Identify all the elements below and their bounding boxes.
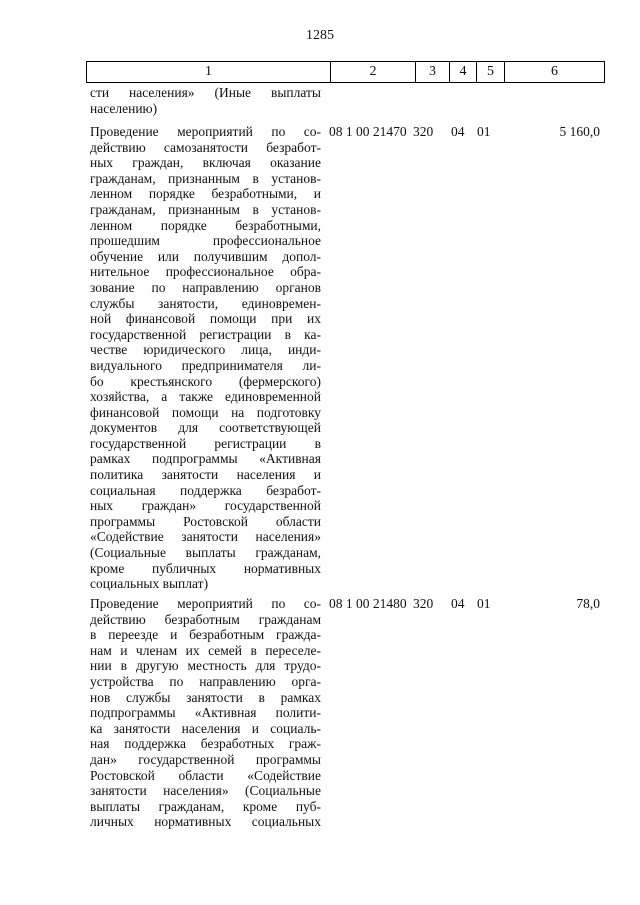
row-description [90,124,321,592]
description-line: в переезде и безработным гражда- [90,627,321,643]
description-line: социальных выплат) [90,576,209,592]
description-line: Проведение мероприятий по со- [90,596,321,611]
target-code: 08 1 00 21480 [329,596,407,611]
description-line: обучение или получившим допол- [90,248,321,264]
description-line: бо крестьянского (фермерского) [90,373,321,389]
header-col-1: 1 [87,62,331,83]
row-description [90,596,321,830]
description-line: личных нормативных социальных [90,814,321,830]
description-line: ленном порядке безработными, и [90,186,321,202]
description-line: социальная поддержка безработ- [90,482,321,498]
description-line: действию самозанятости безработ- [90,139,321,155]
description-line: устройства по направлению орга- [90,673,321,689]
header-col-3: 3 [416,62,450,83]
description-line: населению) [90,100,158,116]
row-description [90,85,321,116]
header-col-6: 6 [505,62,605,83]
description-line: сти населения» (Иные выплаты [90,85,321,100]
description-line: рамках подпрограммы «Активная [90,451,321,467]
description-line: финансовой помощи на подготовку [90,404,321,420]
description-line: Ростовской области «Содействие [90,767,321,783]
section-code: 04 [451,596,465,611]
target-code: 08 1 00 21470 [329,124,407,139]
subsection-code: 01 [477,596,491,611]
description-line: (Социальные выплаты гражданам, [90,545,321,561]
description-line: ленном порядке безработными, [90,217,321,233]
description-line: ных граждан, включая оказание [90,155,321,171]
description-line: действию безработным гражданам [90,611,321,627]
column-header-table [86,61,605,83]
description-line: программы Ростовской области [90,513,321,529]
description-line: зование по направлению органов [90,279,321,295]
description-line: ка занятости населения и социаль- [90,720,321,736]
description-line: кроме публичных нормативных [90,560,321,576]
description-line: выплаты гражданам, кроме пуб- [90,798,321,814]
description-line: гражданам, признанным в установ- [90,170,321,186]
description-line: видуального предпринимателя ли- [90,357,321,373]
amount: 78,0 [576,596,600,611]
description-line: службы занятости, единовремен- [90,295,321,311]
section-code: 04 [451,124,465,139]
description-line: занятости населения» (Социальные [90,783,321,799]
description-line: подпрограммы «Активная полити- [90,705,321,721]
description-line: Проведение мероприятий по со- [90,124,321,139]
description-line: государственной регистрации в ка- [90,326,321,342]
description-line: государственной регистрации в [90,435,321,451]
page-number: 1285 [306,28,334,43]
description-line: «Содействие занятости населения» [90,529,321,545]
header-col-2: 2 [331,62,416,83]
description-line: документов для соответствующей [90,420,321,436]
description-line: нии в другую местность для трудо- [90,658,321,674]
description-line: ная поддержка безработных граж- [90,736,321,752]
description-line: прошедшим профессиональное [90,233,321,249]
description-line: нам и членам их семей в переселе- [90,642,321,658]
description-line: гражданам, признанным в установ- [90,201,321,217]
description-line: политика занятости населения и [90,467,321,483]
description-line: хозяйства, а также единовременной [90,389,321,405]
expense-type: 320 [413,124,434,139]
header-col-5: 5 [477,62,505,83]
expense-type: 320 [413,596,434,611]
description-line: нов службы занятости в рамках [90,689,321,705]
description-line: честве юридического лица, инди- [90,342,321,358]
description-line: ной финансовой помощи при их [90,311,321,327]
header-col-4: 4 [450,62,477,83]
description-line: нительное профессиональное обра- [90,264,321,280]
description-line: дан» государственной программы [90,751,321,767]
amount: 5 160,0 [559,124,600,139]
description-line: ных граждан» государственной [90,498,321,514]
subsection-code: 01 [477,124,491,139]
